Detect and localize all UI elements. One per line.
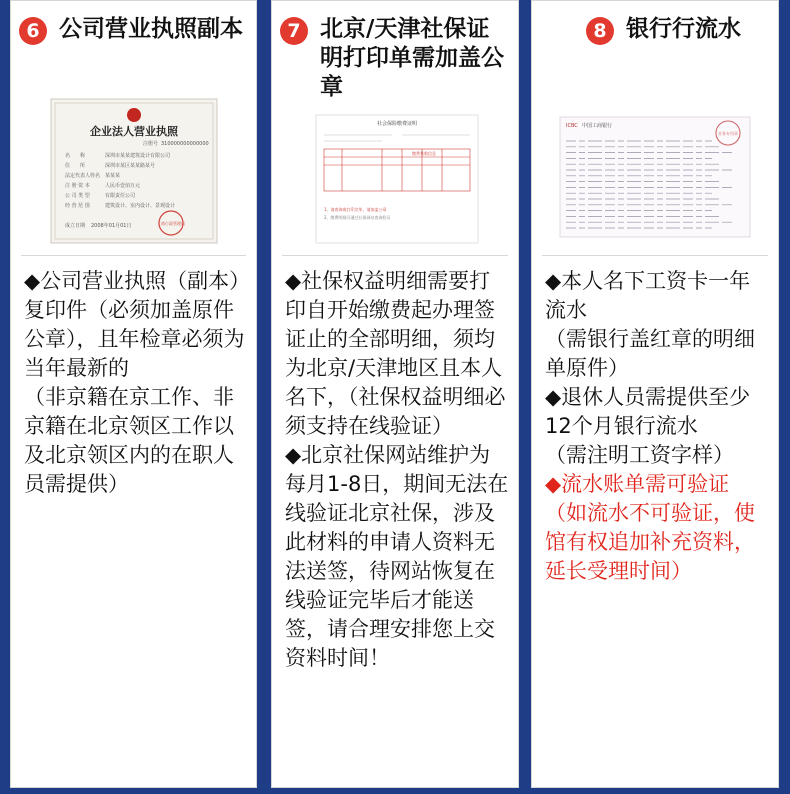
license-date: 2008年01月01日	[91, 223, 132, 229]
requirement-line: ◆本人名下工资卡一年流水	[545, 269, 751, 322]
bank-statement-image	[542, 111, 770, 255]
social-security-image	[282, 111, 510, 255]
license-row-key: 经 营 范 围	[65, 203, 90, 209]
image-area	[542, 111, 768, 256]
card-header	[280, 15, 512, 102]
card-header	[19, 15, 250, 45]
certificate-heading: 社会保险缴费证明	[376, 121, 418, 127]
license-row-value: 深圳市某区某某路某号	[105, 163, 156, 169]
license-heading: 企业法人营业执照	[90, 125, 178, 138]
license-row-key: 法定代表人姓名	[65, 173, 101, 179]
national-emblem-icon	[127, 108, 141, 122]
requirement-line: （需银行盖红章的明细单原件）	[545, 327, 755, 380]
requirement-line: ◆社保权益明细需要打印自开始缴费起办理签证止的全部明细，须均为北京/天津地区且本人名下，（社保权益明细必须支持在线验证）	[285, 269, 506, 438]
requirement-line: ◆退休人员需提供至少12个月银行流水	[545, 385, 751, 438]
card-text	[285, 267, 510, 673]
license-row-key: 名 称	[65, 153, 86, 159]
requirement-line-highlight: ◆流水账单需可验证	[545, 472, 730, 496]
step-badge: 6	[19, 17, 47, 45]
license-stamp-text: 工商行政管理局	[157, 221, 185, 226]
step-badge: 8	[586, 17, 614, 45]
bank-code: ICBC	[566, 123, 578, 129]
license-row-value: 某某某	[105, 173, 121, 179]
card-text	[545, 267, 770, 586]
bank-name: 中国工商银行	[582, 123, 613, 129]
card-title: 北京/天津社保证明打印单需加盖公章	[320, 16, 504, 100]
license-regno-label: 注册号	[143, 141, 159, 147]
card-title: 银行行流水	[626, 16, 741, 42]
card-title: 公司营业执照副本	[59, 16, 243, 42]
step-badge: 7	[280, 17, 308, 45]
image-area	[282, 111, 508, 256]
card-bank-statement	[531, 0, 779, 788]
card-social-security	[271, 0, 519, 788]
requirement-line: ◆北京社保网站维护为每月1-8日，期间无法在线验证北京社保，涉及此材料的申请人资料无法送签，待网站恢复在线验证完毕后才能送签，请合理安排您上交资料时间！	[285, 443, 509, 670]
business-license-image	[21, 59, 248, 255]
license-row-value: 深圳市某某建筑设计有限公司	[105, 153, 171, 159]
card-header	[586, 15, 772, 45]
requirement-line: ◆公司营业执照（副本）复印件（必须加盖原件公章），且年检章必须为当年最新的	[24, 269, 245, 380]
license-row-key: 公 司 类 型	[65, 193, 90, 199]
license-row-value: 建筑设计、室内设计、景观设计	[105, 203, 176, 209]
certificate-note: 1、请查询或打印完毕，请加盖公章	[324, 207, 387, 212]
license-regno: 310000000000000	[161, 141, 209, 147]
license-row-key: 注 册 资 本	[65, 183, 90, 189]
certificate-note: 2、缴费明细可通过社保网站查询验证	[324, 215, 391, 220]
bank-stamp-text: 业务专用章	[718, 131, 738, 136]
requirement-line: （非京籍在京工作、非京籍在北京领区工作以及北京领区内的在职人员需提供）	[24, 385, 234, 496]
license-row-key: 住 所	[65, 163, 86, 169]
license-date-label: 成立日期	[65, 223, 86, 229]
license-row-value: 人民币壹佰万元	[105, 183, 141, 189]
card-business-license	[10, 0, 257, 788]
card-text	[24, 267, 248, 499]
requirement-line-highlight: （如流水不可验证，使馆有权追加补充资料，延长受理时间）	[545, 501, 755, 583]
image-area	[21, 59, 246, 256]
license-row-value: 有限责任公司	[105, 193, 136, 199]
requirement-line: （需注明工资字样）	[545, 443, 734, 467]
certificate-table-header: 缴费基数信息	[412, 151, 436, 156]
